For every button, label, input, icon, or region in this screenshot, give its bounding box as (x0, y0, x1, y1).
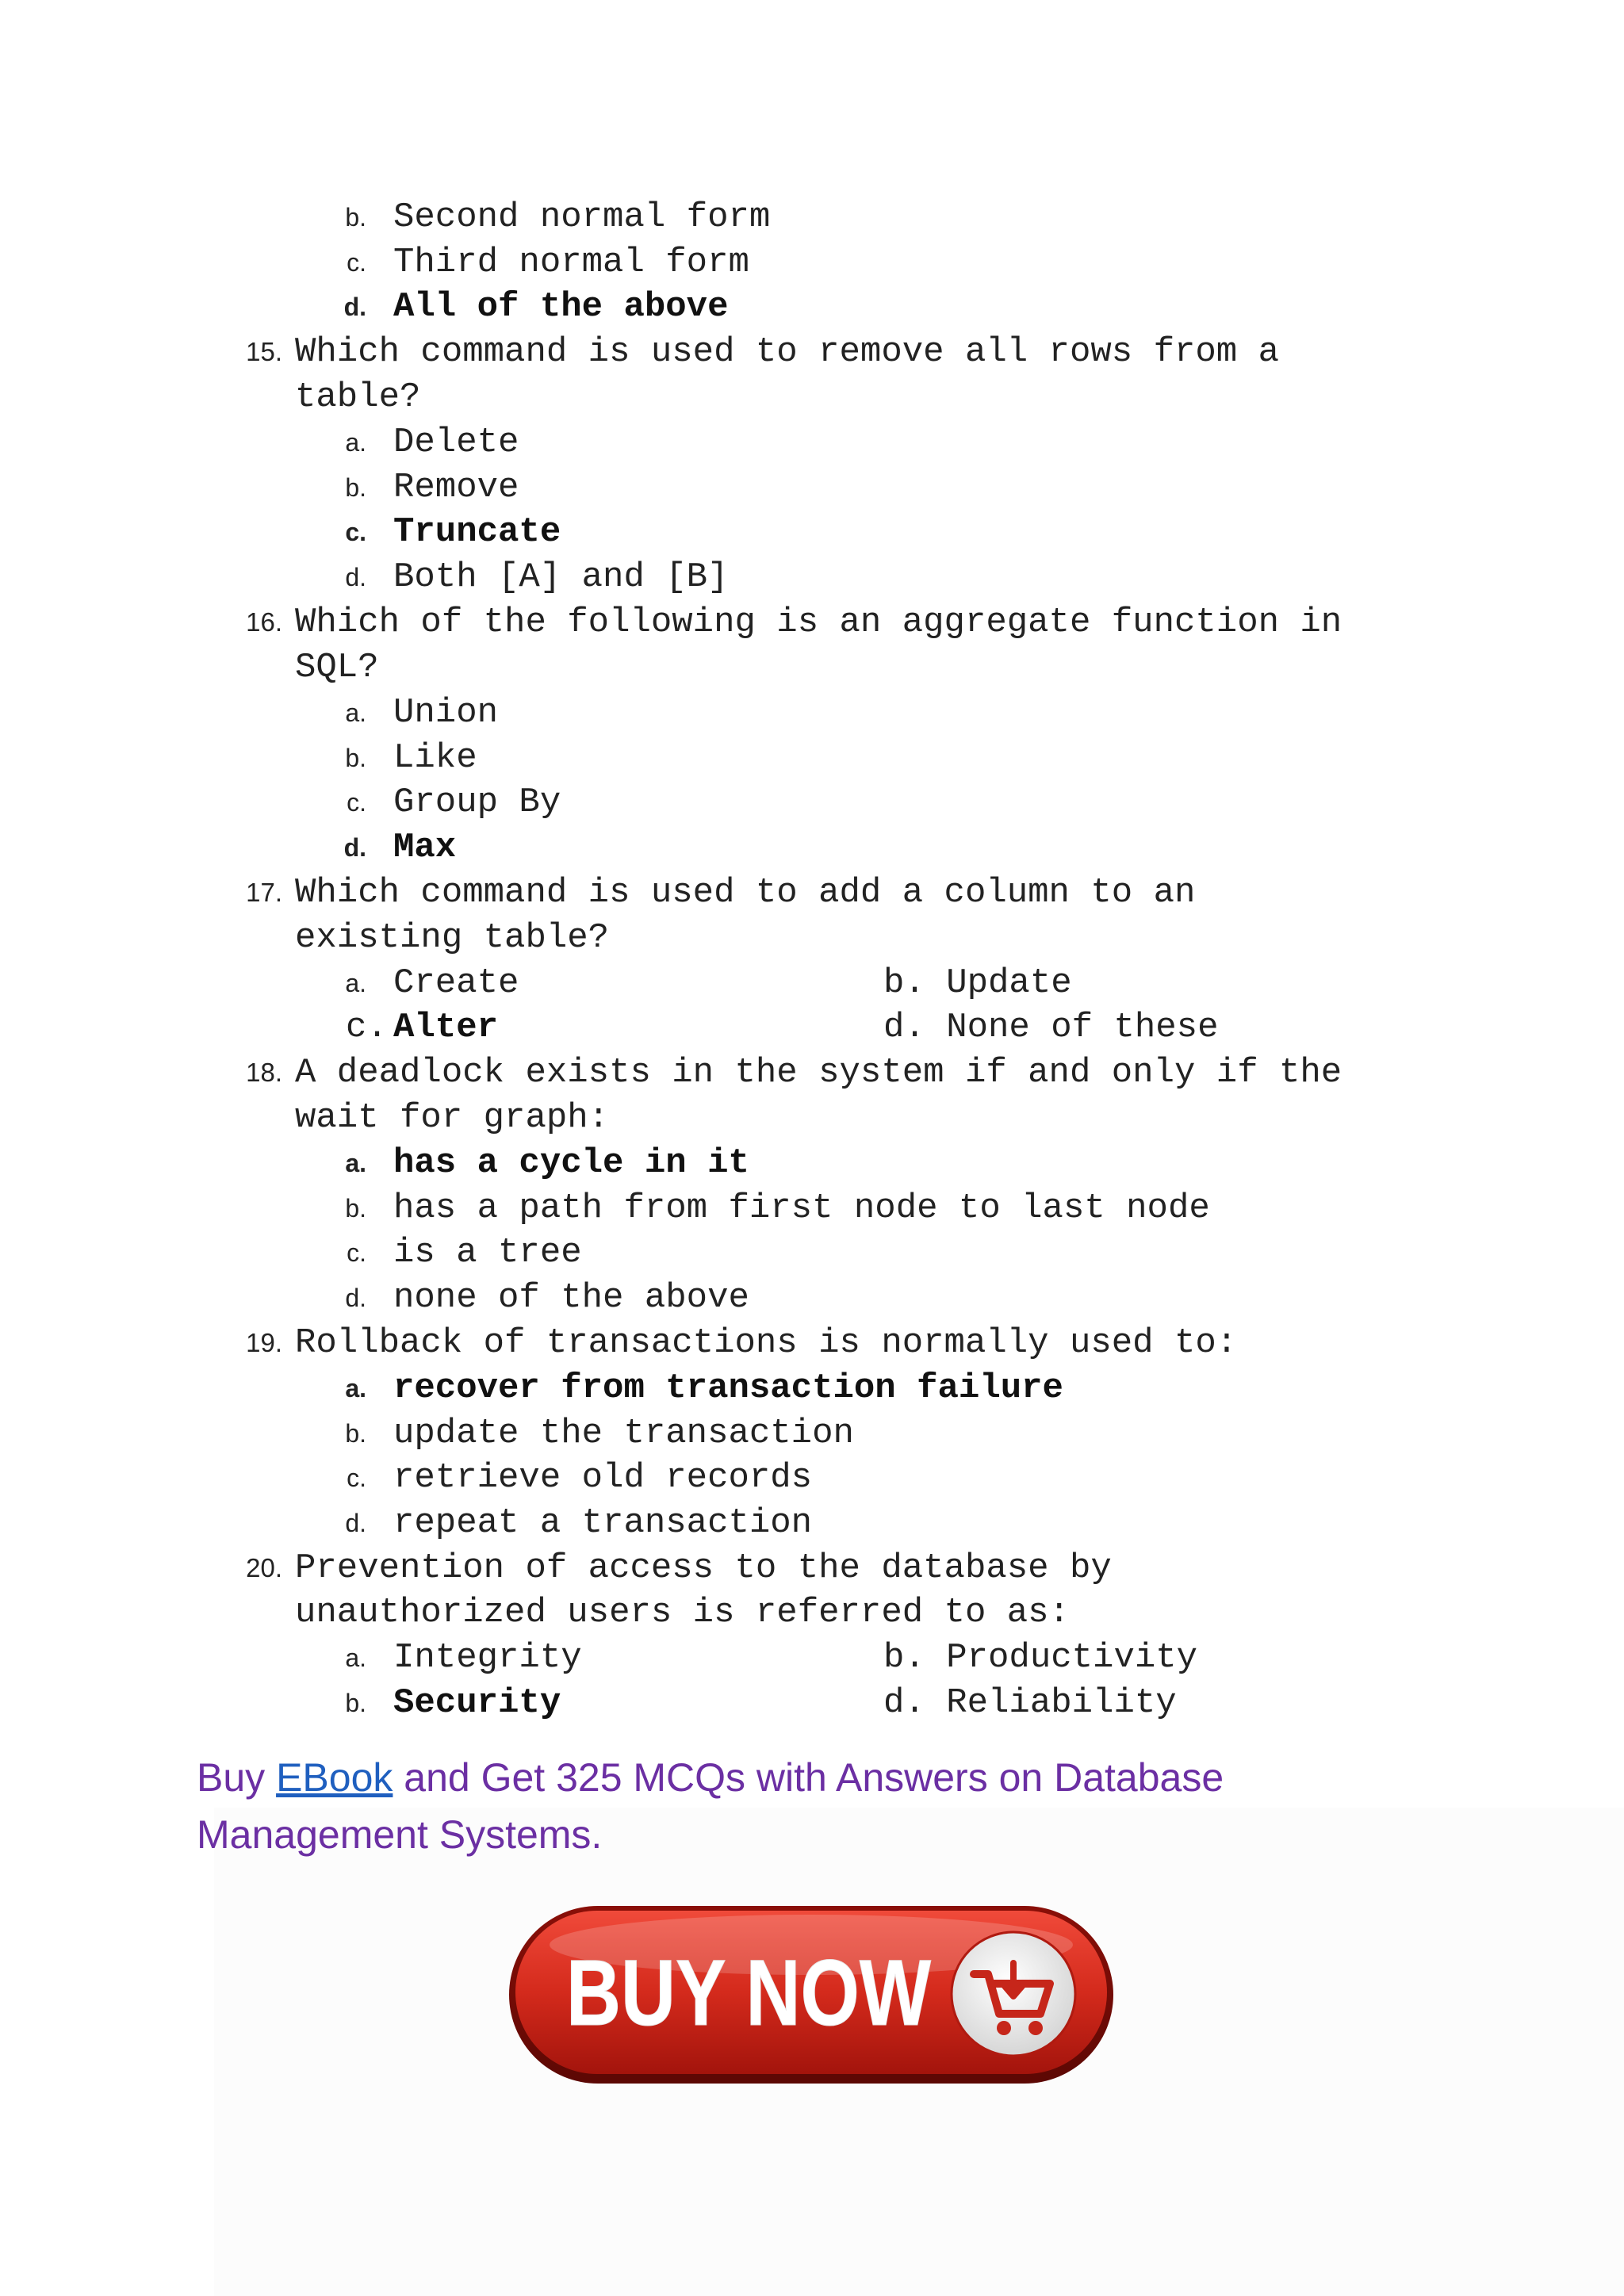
option-text: Integrity (393, 1638, 582, 1678)
option-letter: d. (345, 563, 366, 591)
option-letter: b. (345, 1194, 366, 1223)
option-text: d. Reliability (883, 1683, 1177, 1723)
buy-now-label: BUY NOW (566, 1941, 932, 2045)
option-text: Create (393, 963, 519, 1003)
option-letter: b. (345, 744, 366, 772)
option-text-correct: has a cycle in it (393, 1143, 749, 1183)
question-text: table? (295, 377, 421, 417)
question-text: unauthorized users is referred to as: (295, 1593, 1070, 1632)
option-letter: d. (343, 293, 366, 321)
question-text: Prevention of access to the database by (295, 1548, 1112, 1588)
option-text: Union (393, 693, 499, 733)
buy-now-button[interactable] (506, 1901, 1116, 2087)
option-text: has a path from first node to last node (393, 1188, 1210, 1228)
promo-prefix: Buy (197, 1755, 277, 1800)
option-text: none of the above (393, 1278, 749, 1318)
option-text-correct: Alter (393, 1008, 499, 1047)
option-letter: d. (345, 1509, 366, 1537)
option-letter: b. (345, 1419, 366, 1448)
promo-suffix: and Get 325 MCQs with Answers on Database (393, 1755, 1224, 1800)
option-letter: b. (345, 473, 366, 502)
option-text: Like (393, 738, 477, 778)
option-text: update the transaction (393, 1414, 854, 1453)
option-letter: d. (343, 833, 366, 862)
ebook-link[interactable]: EBook (276, 1755, 393, 1800)
option-letter: c. (347, 1238, 366, 1267)
option-letter: a. (345, 698, 366, 727)
promo-line-1 (197, 1749, 1434, 1806)
question-number: 17. (246, 878, 282, 907)
option-text: retrieve old records (393, 1458, 813, 1498)
question-text: existing table? (295, 918, 610, 958)
option-text: Remove (393, 468, 519, 507)
option-text-correct: recover from transaction failure (393, 1368, 1063, 1408)
option-letter: b. (345, 203, 366, 232)
option-letter: d. (345, 1284, 366, 1312)
option-text-correct: Truncate (393, 512, 561, 552)
question-text: A deadlock exists in the system if and only if the (295, 1053, 1342, 1093)
question-text: SQL? (295, 648, 379, 687)
option-text-correct: Security (393, 1683, 561, 1723)
question-number: 20. (246, 1553, 282, 1582)
option-letter: c. (347, 788, 366, 817)
question-number: 19. (246, 1328, 282, 1357)
option-letter: c. (345, 518, 366, 546)
option-letter: a. (345, 1374, 366, 1402)
option-letter: a. (345, 1644, 366, 1672)
option-text: Second normal form (393, 197, 771, 237)
option-text: repeat a transaction (393, 1503, 813, 1543)
option-text: is a tree (393, 1233, 582, 1272)
option-letter: a. (345, 428, 366, 457)
question-text: wait for graph: (295, 1098, 610, 1138)
option-letter: b. (345, 1689, 366, 1717)
question-text: Which command is used to add a column to an (295, 873, 1196, 913)
option-letter: a. (345, 969, 366, 997)
option-letter: c. (346, 1008, 388, 1047)
option-text: Both [A] and [B] (393, 557, 729, 597)
option-letter: c. (347, 1464, 366, 1492)
option-text-correct: All of the above (393, 287, 729, 327)
option-text: d. None of these (883, 1008, 1219, 1047)
option-text: b. Update (883, 963, 1072, 1003)
question-text: Which of the following is an aggregate function in (295, 603, 1342, 642)
question-text: Rollback of transactions is normally used to: (295, 1323, 1238, 1363)
option-text: Delete (393, 423, 519, 462)
shopping-cart-icon (952, 1932, 1075, 2056)
question-number: 18. (246, 1058, 282, 1087)
option-letter: c. (347, 248, 366, 277)
option-text: Group By (393, 783, 561, 822)
question-number: 15. (246, 337, 282, 366)
option-text-correct: Max (393, 828, 457, 867)
option-text: Third normal form (393, 243, 749, 282)
promo-line-2: Management Systems. (197, 1812, 603, 1857)
question-number: 16. (246, 607, 282, 637)
question-text: Which command is used to remove all rows from a (295, 332, 1280, 372)
option-letter: a. (345, 1149, 366, 1177)
option-text: b. Productivity (883, 1638, 1198, 1678)
